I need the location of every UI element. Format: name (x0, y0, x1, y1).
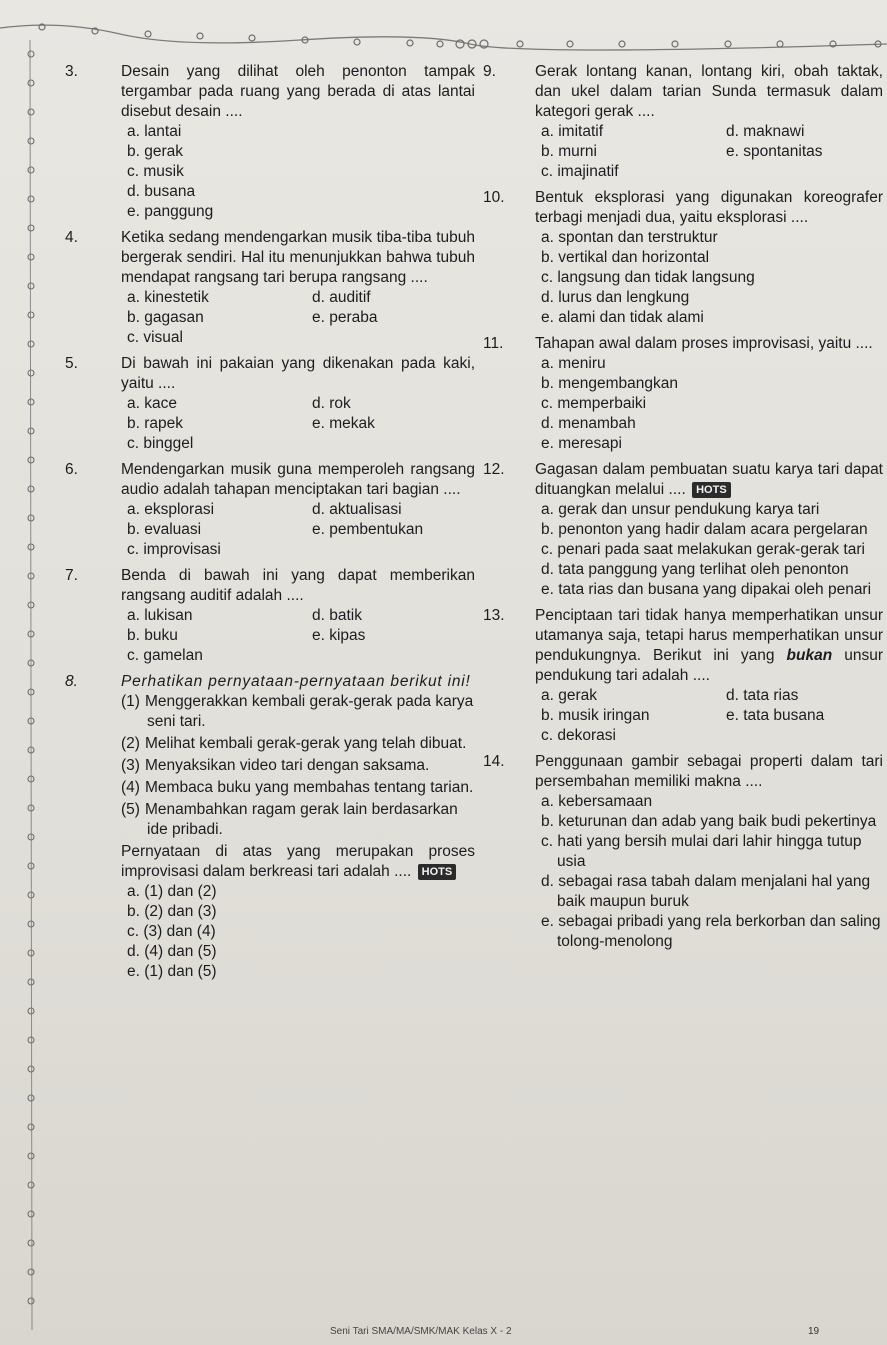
question-stem (535, 334, 883, 354)
chain-link-icon (28, 1153, 34, 1159)
answer-option[interactable]: c. penari pada saat melakukan gerak-gerak tari (541, 541, 865, 558)
answer-option[interactable]: d. tata rias (726, 687, 799, 704)
chain-link-icon (28, 138, 34, 144)
question-number: 4. (65, 229, 78, 246)
stem-text: Gagasan dalam pembuatan suatu karya tari dapat dituangkan melalui .... (535, 461, 883, 498)
statement-number: (3) (121, 757, 140, 774)
chain-link-icon (28, 80, 34, 86)
statement-item (121, 734, 475, 754)
answer-option[interactable]: b. buku (127, 627, 178, 644)
statement-number: (4) (121, 779, 140, 796)
chain-link-icon (28, 1182, 34, 1188)
answer-option[interactable]: b. murni (541, 143, 597, 160)
followup-text: Pernyataan di atas yang merupakan proses improvisasi dalam berkreasi tari adalah .... (121, 843, 475, 880)
chain-link-icon (28, 312, 34, 318)
question-stem (121, 62, 475, 122)
chain-link-icon (28, 196, 34, 202)
stem-text: Ketika sedang mendengarkan musik tiba-tiba tubuh bergerak sendiri. Hal itu menunjukkan bahwa tubuh mendapat rangsang tari berupa rangsang .... (121, 229, 475, 286)
answer-option[interactable]: d. aktualisasi (312, 501, 402, 518)
question-number: 14. (483, 753, 505, 770)
statement-number: (2) (121, 735, 140, 752)
answer-option[interactable]: a. kebersamaan (541, 793, 653, 810)
answer-option[interactable]: d. batik (312, 607, 362, 624)
answer-option[interactable]: c. langsung dan tidak langsung (541, 269, 755, 286)
stem-text: unsur pendukung tari adalah .... (535, 647, 883, 684)
stem-text: Desain yang dilihat oleh penonton tampak tergambar pada ruang yang berada di atas lantai disebut desain .... (121, 63, 475, 120)
answer-options (127, 394, 475, 454)
answer-option[interactable]: b. penonton yang hadir dalam acara pergelaran (541, 521, 868, 538)
answer-option[interactable] (726, 726, 883, 746)
question-13 (483, 606, 883, 746)
stem-text: Gerak lontang kanan, lontang kiri, obah taktak, dan ukel dalam tarian Sunda termasuk dalam kategori gerak .... (535, 63, 883, 120)
answer-option[interactable]: e. (1) dan (5) (127, 963, 217, 980)
answer-option[interactable]: b. evaluasi (127, 521, 202, 538)
chain-link-icon (28, 1298, 34, 1304)
answer-option[interactable]: e. spontanitas (726, 143, 823, 160)
answer-option[interactable]: e. sebagai pribadi yang rela berkorban dan saling tolong-menolong (541, 913, 881, 950)
answer-option[interactable]: a. imitatif (541, 123, 604, 140)
stem-text: Tahapan awal dalam proses improvisasi, yaitu .... (535, 335, 873, 352)
answer-option[interactable]: a. spontan dan terstruktur (541, 229, 718, 246)
decorative-chain-border-top (0, 0, 887, 70)
answer-option[interactable]: b. musik iringan (541, 707, 650, 724)
answer-option[interactable]: b. (2) dan (3) (127, 903, 217, 920)
answer-option[interactable]: a. meniru (541, 355, 606, 372)
question-number: 9. (483, 63, 496, 80)
chain-link-icon (28, 254, 34, 260)
question-stem (535, 62, 883, 122)
question-stem (535, 606, 883, 686)
stem-text: Benda di bawah ini yang dapat memberikan rangsang auditif adalah .... (121, 567, 475, 604)
answer-options (127, 288, 475, 348)
answer-option[interactable]: b. gagasan (127, 309, 204, 326)
question-10 (483, 188, 883, 328)
chain-link-icon (28, 1124, 34, 1130)
answer-option[interactable]: c. binggel (127, 435, 194, 452)
answer-options (541, 686, 883, 746)
page-footer (0, 1322, 887, 1345)
answer-options (541, 122, 883, 182)
question-number: 11. (483, 335, 504, 352)
stem-text: Penggunaan gambir sebagai properti dalam tari persembahan memiliki makna .... (535, 753, 883, 790)
question-number: 12. (483, 461, 505, 478)
stem-text: Penciptaan tari tidak hanya memperhatikan unsur utamanya saja, tetapi harus memperhatikan unsur pendukungnya. Berikut ini yang (535, 607, 883, 664)
chain-link-icon (28, 1037, 34, 1043)
question-followup (121, 842, 475, 882)
statement-text: Menggerakkan kembali gerak-gerak pada karya seni tari. (145, 693, 474, 730)
answer-option[interactable]: e. alami dan tidak alami (541, 309, 704, 326)
statement-number: (5) (121, 801, 140, 818)
footer-text: Seni Tari SMA/MA/SMK/MAK Kelas X - 2 (330, 1326, 512, 1337)
question-number: 10. (483, 189, 505, 206)
answer-option[interactable]: a. kinestetik (127, 289, 209, 306)
statement-text: Membaca buku yang membahas tentang tarian. (145, 779, 474, 796)
chain-link-icon (28, 341, 34, 347)
answer-option[interactable] (312, 646, 475, 666)
hots-badge: HOTS (418, 864, 457, 880)
answer-options (127, 882, 475, 982)
answer-option[interactable] (726, 162, 883, 182)
question-number: 7. (65, 567, 78, 584)
answer-option[interactable]: c. improvisasi (127, 541, 221, 558)
answer-option[interactable]: c. visual (127, 329, 183, 346)
question-11 (483, 334, 883, 454)
answer-option[interactable]: e. tata rias dan busana yang dipakai oleh penari (541, 581, 872, 598)
question-7 (65, 566, 475, 666)
answer-option[interactable]: a. lantai (127, 123, 182, 140)
answer-option[interactable]: c. musik (127, 163, 184, 180)
question-number: 5. (65, 355, 78, 372)
chain-link-icon (28, 1240, 34, 1246)
decorative-chain-border-left (0, 40, 50, 1330)
answer-option[interactable]: a. lukisan (127, 607, 193, 624)
answer-option[interactable]: c. (3) dan (4) (127, 923, 216, 940)
answer-option[interactable]: d. lurus dan lengkung (541, 289, 690, 306)
answer-options (541, 500, 883, 600)
answer-option[interactable]: d. (4) dan (5) (127, 943, 217, 960)
answer-option[interactable]: a. eksplorasi (127, 501, 215, 518)
answer-option[interactable]: b. rapek (127, 415, 184, 432)
answer-option[interactable]: e. pembentukan (312, 521, 424, 538)
chain-link-icon (28, 167, 34, 173)
statement-text: Melihat kembali gerak-gerak yang telah dibuat. (145, 735, 467, 752)
hots-badge: HOTS (692, 482, 731, 498)
question-stem (535, 752, 883, 792)
answer-option[interactable]: b. keturunan dan adab yang baik budi pekertinya (541, 813, 877, 830)
statement-item (121, 692, 475, 732)
answer-option[interactable] (312, 540, 475, 560)
answer-option[interactable]: a. (1) dan (2) (127, 883, 217, 900)
answer-option[interactable]: d. busana (127, 183, 196, 200)
emphasis-text: bukan (786, 647, 833, 664)
question-number: 3. (65, 63, 78, 80)
question-4 (65, 228, 475, 348)
question-stem (121, 460, 475, 500)
answer-option[interactable]: b. gerak (127, 143, 184, 160)
stem-text: Bentuk eksplorasi yang digunakan koreografer terbagi menjadi dua, yaitu eksplorasi .... (535, 189, 883, 226)
chain-link-icon (28, 225, 34, 231)
answer-option[interactable]: e. tata busana (726, 707, 825, 724)
statement-item (121, 778, 475, 798)
chain-link-icon (28, 1066, 34, 1072)
question-9 (483, 62, 883, 182)
chain-link-icon (28, 1008, 34, 1014)
answer-option[interactable]: c. hati yang bersih mulai dari lahir hingga tutup usia (541, 833, 862, 870)
stem-text: Di bawah ini pakaian yang dikenakan pada kaki, yaitu .... (121, 355, 475, 392)
question-stem (121, 228, 475, 288)
statement-item (121, 756, 475, 776)
question-3 (65, 62, 475, 222)
question-number: 13. (483, 607, 505, 624)
question-stem (121, 566, 475, 606)
answer-option[interactable]: d. auditif (312, 289, 371, 306)
answer-option[interactable]: c. dekorasi (541, 727, 616, 744)
question-stem (535, 460, 883, 500)
stem-text: Mendengarkan musik guna memperoleh rangsang audio adalah tahapan menciptakan tari bagian .... (121, 461, 475, 498)
answer-option[interactable] (312, 328, 475, 348)
answer-option[interactable]: a. gerak (541, 687, 598, 704)
right-column (483, 62, 883, 958)
question-6 (65, 460, 475, 560)
answer-options (541, 792, 883, 952)
question-stem (535, 188, 883, 228)
question-stem (121, 354, 475, 394)
chain-link-icon (28, 1095, 34, 1101)
question-number: 6. (65, 461, 78, 478)
answer-option[interactable]: e. panggung (127, 203, 214, 220)
answer-option[interactable] (312, 434, 475, 454)
answer-options (127, 606, 475, 666)
chain-link-icon (28, 1269, 34, 1275)
answer-option[interactable]: e. peraba (312, 309, 378, 326)
answer-option[interactable]: e. kipas (312, 627, 366, 644)
chain-link-icon (28, 51, 34, 57)
answer-option[interactable]: c. imajinatif (541, 163, 619, 180)
answer-option[interactable]: d. menambah (541, 415, 636, 432)
answer-options (127, 122, 475, 222)
answer-option[interactable]: b. mengembangkan (541, 375, 679, 392)
statement-text: Menyaksikan video tari dengan saksama. (145, 757, 430, 774)
answer-option[interactable]: d. tata panggung yang terlihat oleh penonton (541, 561, 849, 578)
answer-option[interactable]: d. rok (312, 395, 351, 412)
answer-options (541, 354, 883, 454)
left-column (65, 62, 475, 988)
answer-option[interactable]: d. sebagai rasa tabah dalam menjalani hal yang baik maupun buruk (541, 873, 871, 910)
chain-link-icon (28, 109, 34, 115)
chain-link-icon (28, 283, 34, 289)
question-8 (65, 672, 475, 982)
question-number: 8. (65, 673, 78, 690)
question-14 (483, 752, 883, 952)
answer-option[interactable]: e. meresapi (541, 435, 622, 452)
statement-list (121, 692, 475, 840)
answer-option[interactable]: c. gamelan (127, 647, 203, 664)
question-12 (483, 460, 883, 600)
answer-option[interactable]: e. mekak (312, 415, 375, 432)
answer-option[interactable]: c. memperbaiki (541, 395, 647, 412)
answer-option[interactable]: b. vertikal dan horizontal (541, 249, 710, 266)
statement-text: Menambahkan ragam gerak lain berdasarkan ide pribadi. (145, 801, 458, 838)
answer-option[interactable]: a. kace (127, 395, 177, 412)
statement-number: (1) (121, 693, 140, 710)
question-stem: Perhatikan pernyataan-pernyataan berikut ini! (121, 673, 471, 690)
answer-options (541, 228, 883, 328)
answer-option[interactable]: d. maknawi (726, 123, 805, 140)
chain-link-icon (28, 1211, 34, 1217)
answer-options (127, 500, 475, 560)
statement-item (121, 800, 475, 840)
page-number: 19 (808, 1326, 820, 1337)
question-5 (65, 354, 475, 454)
answer-option[interactable]: a. gerak dan unsur pendukung karya tari (541, 501, 820, 518)
